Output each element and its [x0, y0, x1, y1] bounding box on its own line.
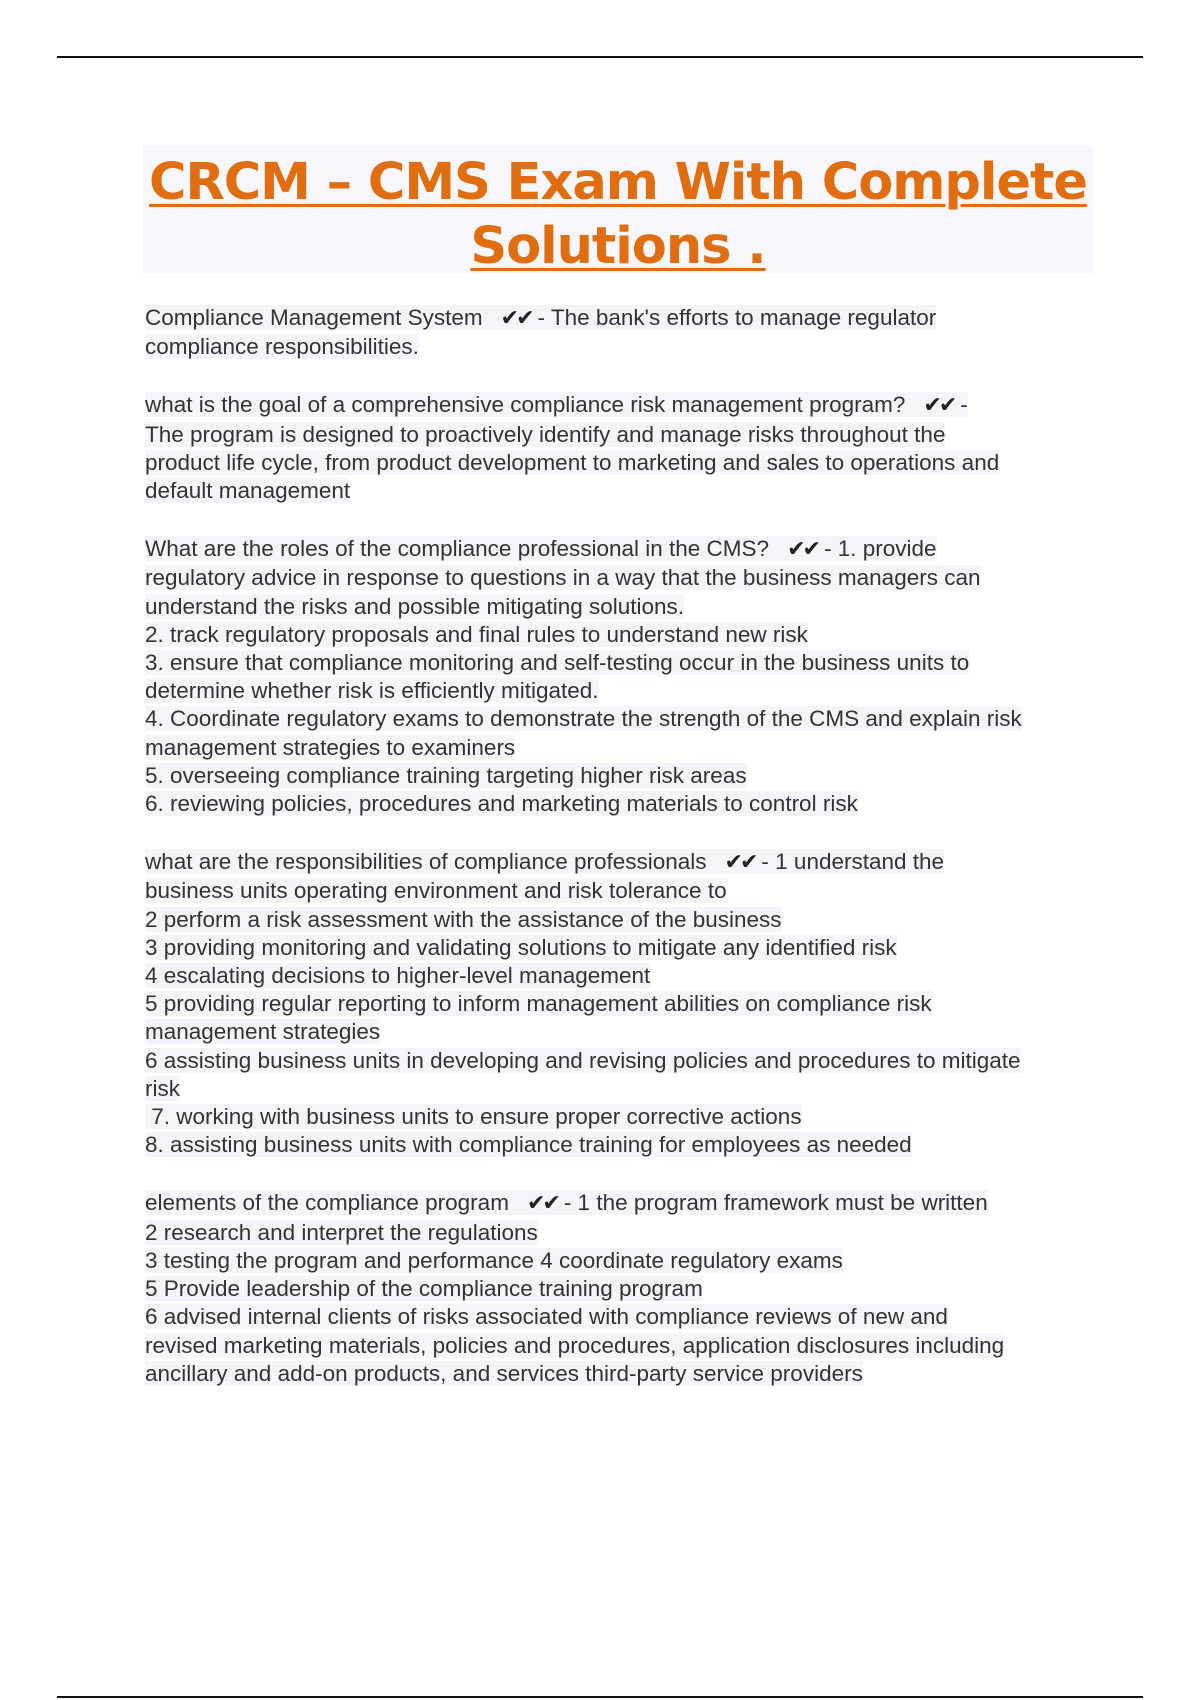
- answer-line: 8. assisting business units with compliance training for employees as needed: [145, 1132, 912, 1158]
- answer-line: 5 Provide leadership of the compliance training program: [145, 1276, 703, 1302]
- question-text: elements of the compliance program: [145, 1190, 509, 1216]
- qa-entry: [145, 1189, 1095, 1387]
- answer-line: 5 providing regular reporting to inform management abilities on compliance risk: [145, 991, 932, 1017]
- answer-line: 3 providing monitoring and validating solutions to mitigate any identified risk: [145, 934, 897, 960]
- answer-line: regulatory advice in response to questions in a way that the business managers can: [145, 565, 981, 591]
- qa-entry: [145, 848, 1095, 1159]
- qa-entry: [145, 304, 1095, 361]
- answer-line: revised marketing materials, policies and procedures, application disclosures including: [145, 1332, 1005, 1358]
- title-line-1: CRCM – CMS Exam With Complete: [149, 153, 1087, 212]
- answer-text: - The bank's efforts to manage regulator: [537, 305, 937, 330]
- answer-line: 6. reviewing policies, procedures and marketing materials to control risk: [145, 791, 858, 817]
- answer-line: The program is designed to proactively identify and manage risks throughout the: [145, 421, 946, 447]
- title-banner: [143, 145, 1093, 276]
- double-check-icon: ✔✔: [923, 393, 955, 419]
- answer-text: - 1 the program framework must be written: [563, 1190, 988, 1216]
- question-line: [145, 535, 1095, 564]
- answer-line: 3 testing the program and performance 4 coordinate regulatory exams: [145, 1247, 843, 1273]
- title-line-2: Solutions .: [470, 217, 766, 276]
- question-text: What are the roles of the compliance professional in the CMS?: [145, 536, 770, 562]
- answer-line: product life cycle, from product development to marketing and sales to operations and: [145, 449, 1000, 475]
- answer-line: 6 assisting business units in developing and revising policies and procedures to mitigate: [145, 1047, 1021, 1073]
- footer-rule: [57, 1696, 1143, 1698]
- document-title: [143, 145, 1093, 279]
- answer-line: compliance responsibilities.: [145, 334, 419, 360]
- answer-line: default management: [145, 478, 351, 504]
- double-check-icon: ✔✔: [526, 1191, 558, 1217]
- answer-line: management strategies: [145, 1019, 381, 1045]
- answer-line: 6 advised internal clients of risks associated with compliance reviews of new and: [145, 1304, 948, 1330]
- answer-text: -: [960, 392, 968, 418]
- double-check-icon: ✔✔: [787, 537, 818, 563]
- answer-line: 4 escalating decisions to higher-level management: [145, 963, 651, 989]
- document-body: [145, 304, 1095, 1418]
- answer-line: business units operating environment and risk tolerance to: [145, 878, 727, 904]
- qa-entry: [145, 391, 1095, 505]
- double-check-icon: ✔✔: [724, 850, 756, 876]
- answer-line: 7. working with business units to ensure proper corrective actions: [145, 1104, 802, 1130]
- qa-entry: [145, 535, 1095, 818]
- answer-line: risk: [145, 1075, 180, 1101]
- answer-line: 2 perform a risk assessment with the assistance of the business: [145, 906, 782, 932]
- question-text: Compliance Management System: [145, 305, 483, 330]
- answer-line: 2 research and interpret the regulations: [145, 1219, 538, 1245]
- answer-line: determine whether risk is efficiently mitigated.: [145, 678, 599, 704]
- question-text: what is the goal of a comprehensive compliance risk management program?: [145, 392, 906, 418]
- question-line: [145, 304, 1095, 333]
- question-line: [145, 391, 1095, 420]
- double-check-icon: ✔✔: [500, 306, 532, 331]
- question-line: [145, 848, 1095, 877]
- answer-text: - 1. provide: [823, 536, 937, 562]
- question-line: [145, 1189, 1095, 1218]
- header-rule: [57, 56, 1143, 58]
- answer-line: 2. track regulatory proposals and final rules to understand new risk: [145, 621, 808, 647]
- answer-line: 4. Coordinate regulatory exams to demonstrate the strength of the CMS and explain risk: [145, 706, 1022, 732]
- answer-line: 3. ensure that compliance monitoring and self-testing occur in the business units to: [145, 650, 970, 676]
- answer-text: - 1 understand the: [761, 849, 945, 875]
- answer-line: 5. overseeing compliance training targeting higher risk areas: [145, 762, 747, 788]
- answer-line: ancillary and add-on products, and services third-party service providers: [145, 1360, 863, 1386]
- answer-line: management strategies to examiners: [145, 734, 516, 760]
- answer-line: understand the risks and possible mitigating solutions.: [145, 593, 685, 619]
- question-text: what are the responsibilities of compliance professionals: [145, 849, 707, 875]
